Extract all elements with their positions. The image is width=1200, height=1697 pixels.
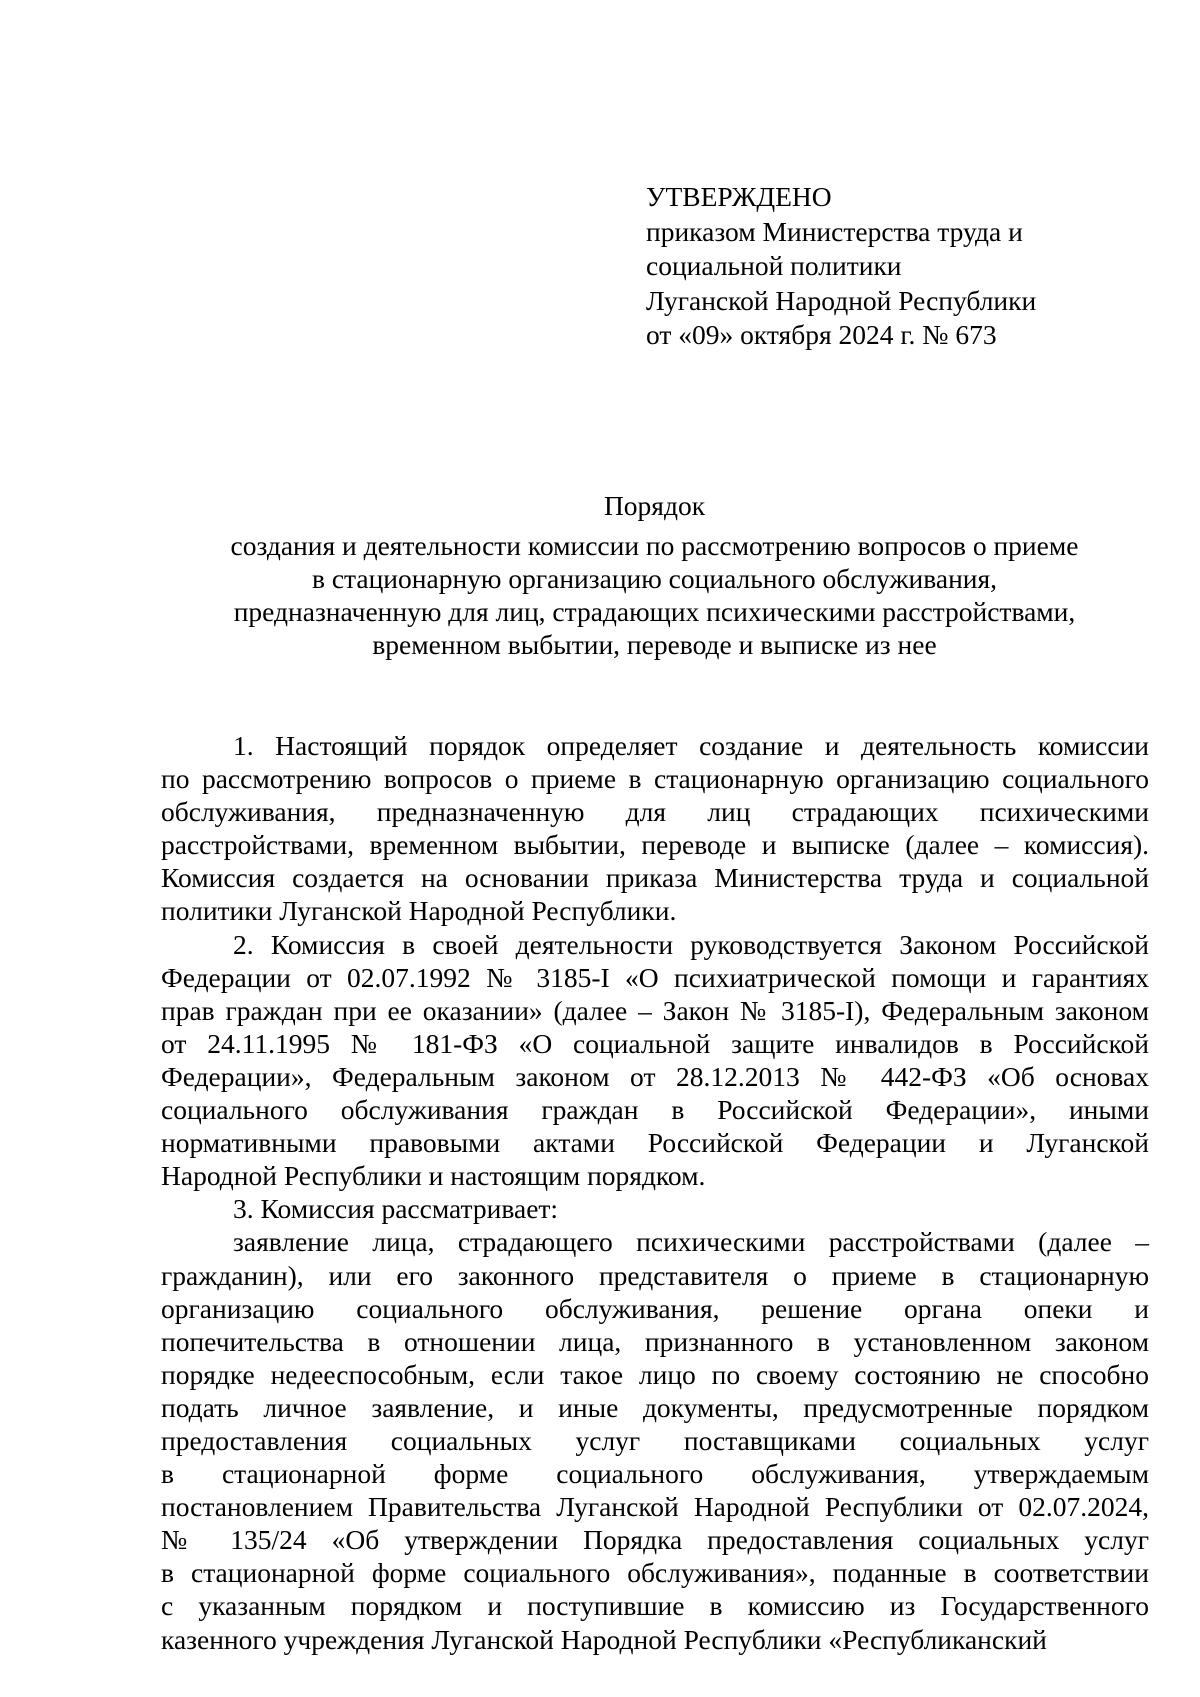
paragraph-1-line: Комиссия создается на основании приказа Министерства труда и социальной [161,862,1149,894]
approval-ministry-line: социальной политики [646,250,902,281]
approval-date-number: от «09» октября 2024 г. № 673 [646,319,997,350]
approval-title: УТВЕРЖДЕНО [646,181,832,212]
document-subtitle-line: временном выбытии, переводе и выписке из нее [372,629,937,660]
document-subtitle-line: в стационарную организацию социального обслуживания, [311,563,998,594]
paragraph-3a-line: в стационарной форме социального обслуживания», поданные в соответствии [161,1557,1149,1589]
paragraph-2-line: нормативными правовыми актами Российской Федерации и Луганской [161,1127,1149,1159]
paragraph-3a-line: № 135/24 «Об утверждении Порядка предоставления социальных услуг [161,1524,1149,1556]
paragraph-1-line: политики Луганской Народной Республики. [161,895,677,927]
paragraph-2-line: Народной Республики и настоящим порядком. [161,1160,706,1192]
paragraph-3a-line: попечительства в отношении лица, признанного в установленном законом [161,1325,1149,1357]
approval-order-line: приказом Министерства труда и [646,215,1023,247]
document-heading: Порядок [603,490,706,521]
paragraph-3a-line: с указанным порядком и поступившие в комиссию из Государственного [161,1590,1149,1622]
approval-republic-line: Луганской Народной Республики [646,284,1037,316]
paragraph-1-line: по рассмотрению вопросов о приеме в стационарную организацию социального [161,763,1149,795]
paragraph-1-line: обслуживания, предназначенную для лиц страдающих психическими [161,796,1149,828]
paragraph-3a-line: заявление лица, страдающего психическими расстройствами (далее – [233,1226,1149,1258]
paragraph-3a-line: подать личное заявление, и иные документы, предусмотренные порядком [161,1391,1149,1423]
paragraph-3a-line: в стационарной форме социального обслуживания, утверждаемым [161,1458,1149,1490]
paragraph-2-line: 2. Комиссия в своей деятельности руководствуется Законом Российской [233,928,1149,960]
paragraph-1-line: 1. Настоящий порядок определяет создание и деятельность комиссии [233,730,1149,761]
paragraph-3a-line: организацию социального обслуживания, решение органа опеки и [161,1292,1149,1324]
paragraph-3a-line: гражданин), или его законного представителя о приеме в стационарную [161,1259,1149,1291]
approval-stamp-block [646,180,1166,353]
paragraph-2-line: от 24.11.1995 № 181-ФЗ «О социальной защите инвалидов в Российской [161,1027,1149,1059]
paragraph-3-line: 3. Комиссия рассматривает: [233,1193,559,1225]
paragraph-2-line: прав граждан при ее оказании» (далее – Закон № 3185-I), Федеральным законом [161,994,1149,1026]
paragraph-3a-line: казенного учреждения Луганской Народной Республики «Республиканский [161,1623,1047,1655]
paragraph-1-line: расстройствами, временном выбытии, переводе и выписке (далее – комиссия). [161,829,1149,861]
paragraph-2-line: Федерации от 02.07.1992 № 3185-I «О психиатрической помощи и гарантиях [161,961,1149,993]
paragraph-2-line: Федерации», Федеральным законом от 28.12.2013 № 442-ФЗ «Об основах [161,1060,1149,1092]
document-title-block [0,489,1200,661]
paragraph-3a-line: постановлением Правительства Луганской Народной Республики от 02.07.2024, [161,1491,1149,1523]
paragraph-3a-line: предоставления социальных услуг поставщиками социальных услуг [161,1424,1149,1456]
paragraph-2-line: социального обслуживания граждан в Российской Федерации», иными [161,1094,1149,1126]
document-body [161,729,1149,1656]
document-subtitle-line: предназначенную для лиц, страдающих психическими расстройствами, [233,596,1076,627]
document-subtitle-line: создания и деятельности комиссии по рассмотрению вопросов о приеме [230,530,1079,561]
paragraph-3a-line: порядке недееспособным, если такое лицо по своему состоянию не способно [161,1358,1149,1390]
